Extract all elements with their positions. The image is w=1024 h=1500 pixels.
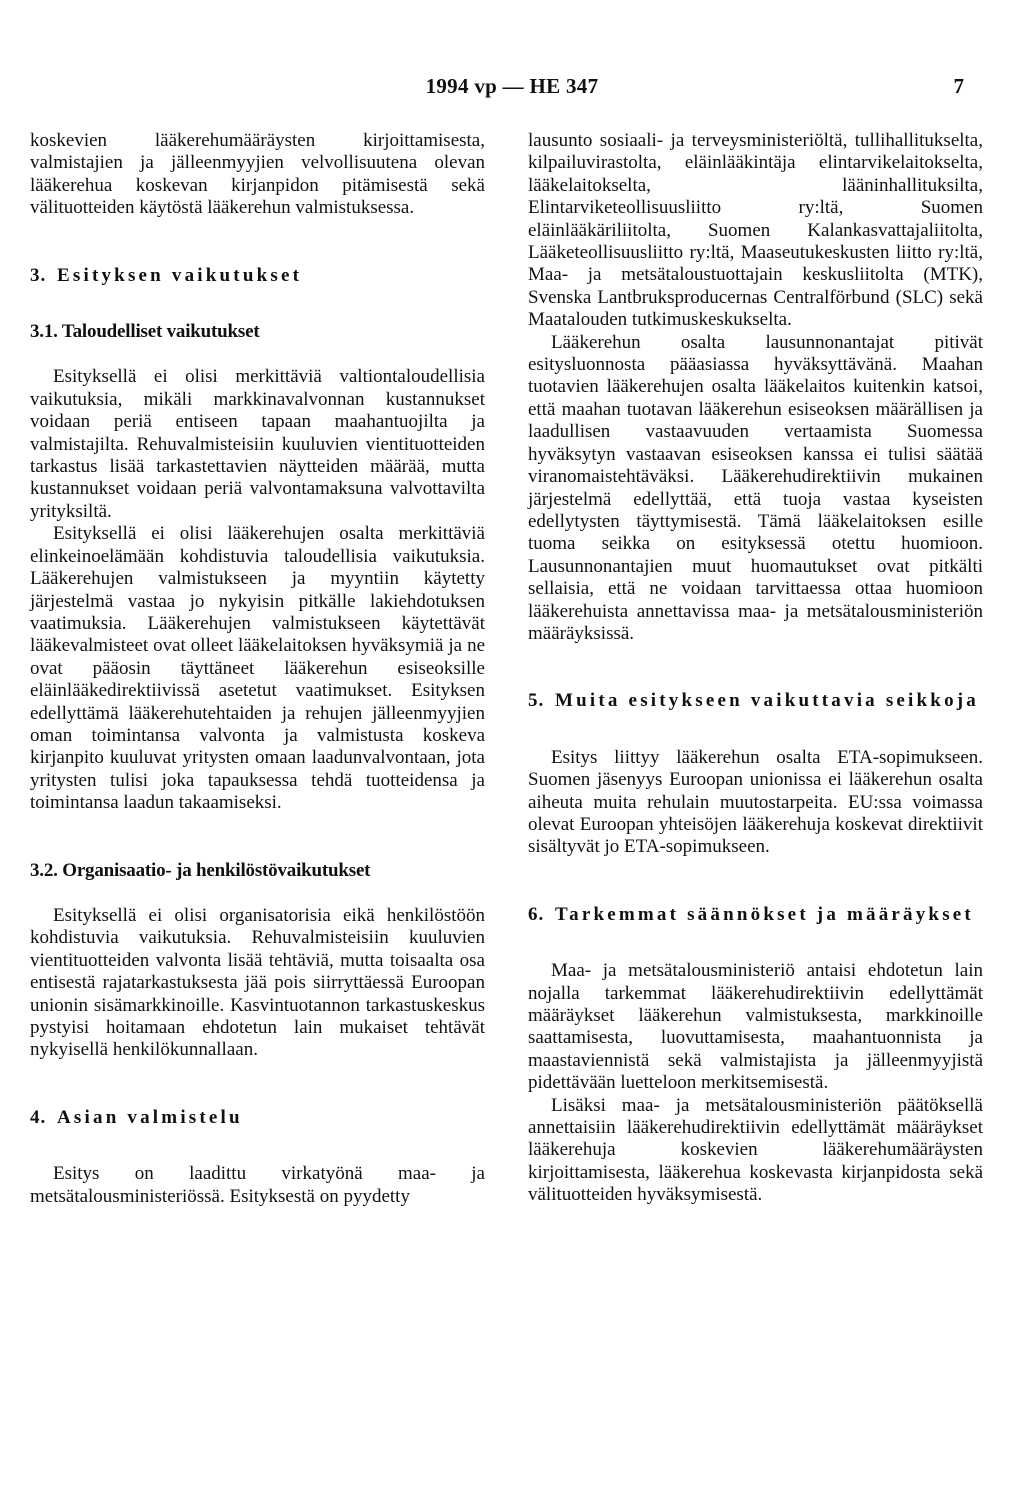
section-5-number: 5. <box>528 690 545 712</box>
section-6-title: Tarkemmat säännökset ja määräykset <box>555 903 974 925</box>
paragraph-3-2-a: Esityksellä ei olisi organisatorisia eikä henkilöstöön kohdistuvia vaikutuksia. Rehuvalmisteisiin kuuluvien vientituotteiden valvonta lisää tehtäviä, mutta toisaalta osa entisestä rajatarkastuksesta jää pois siirryttäessä Euroopan unionin sisämarkkinoille. Kasvintuotannon tarkastuskeskus pystyisi hoitamaan ehdotetun lain mukaiset tehtävät nykyisellä henkilökunnallaan. <box>30 904 485 1061</box>
paragraph-4-b: Lääkerehun osalta lausunnonantajat pitivät esitysluonnosta pääasiassa hyväksyttävänä. Maahan tuotavien lääkerehujen osalta lääkelaitos kuitenkin katsoi, että maahan tuotavan lääkerehun esiseoksen määrällisen ja laadullisen vastaavuuden vertaamista Suomessa hyväksytyn vastaavan esiseoksen kanssa ei tulisi säätää viranomaistehtäväksi. Lääkerehudirektiivin mukainen järjestelmä edellyttää, että tuoja vastaa kyseisten edellytysten täyttymisestä. Tämä lääkelaitoksen esille tuoma seikka on esityksessä otettu huomioon. Lausunnonantajien muut huomautukset ovat pitkälti sellaisia, että ne voidaan tarvittaessa ottaa huomioon lääkerehuista annettavissa maa- ja metsätalousministeriön määräyksissä. <box>528 331 983 644</box>
section-5-title: Muita esitykseen vaikuttavia seikkoja <box>555 690 979 712</box>
section-4-title: Asian valmistelu <box>57 1106 243 1128</box>
section-5-heading <box>528 690 983 712</box>
section-6-heading <box>528 904 983 926</box>
section-3-title: Esityksen vaikutukset <box>57 264 303 286</box>
paragraph-6-b: Lisäksi maa- ja metsätalousministeriön päätöksellä annettaisiin lääkerehudirektiivin edellyttämät määräykset lääkerehuja koskevien lääkerehumääräysten kirjoittamisesta, lääkerehua koskevasta kirjanpidosta sekä välituotteiden hyväksymisestä. <box>528 1094 983 1206</box>
section-6-number: 6. <box>528 903 545 925</box>
paragraph-6-a: Maa- ja metsätalousministeriö antaisi ehdotetun lain nojalla tarkemmat lääkerehudirektiivin edellyttämät määräykset lääkerehun valmistuksesta, markkinoille saattamisesta, luovuttamisesta, maahantuonnista ja maastaviennistä sekä valmistajista ja jälleenmyyjistä pidettävään luetteloon merkitsemisestä. <box>528 960 983 1094</box>
right-column <box>528 130 983 1207</box>
section-3-2-heading: 3.2. Organisaatio- ja henkilöstövaikutukset <box>30 859 371 881</box>
section-3-1-heading: 3.1. Taloudelliset vaikutukset <box>30 321 260 343</box>
section-3-heading <box>30 265 485 287</box>
paragraph-3-1-b: Esityksellä ei olisi lääkerehujen osalta merkittäviä elinkeinoelämään kohdistuvia taloudellisia vaikutuksia. Lääkerehujen valmistukseen ja myyntiin käytetty järjestelmä vastaa jo nykyisin pitkälle lakiehdotuksen vaatimuksia. Lääkerehujen valmistukseen käytettävät lääkevalmisteet ovat olleet lääkelaitoksen hyväksymiä ja ne ovat pääosin täyttäneet lääkerehun esiseoksille eläinlääkedirektiivissä asetetut vaatimukset. Esityksen edellyttämä lääkerehutehtaiden ja rehujen jälleenmyyjien oman toimintansa valvonta ja valmistusta koskeva kirjanpito kuuluvat yritysten omaan laadunvalvontaan, jota yritysten tulisi joka tapauksessa tehdä tuotteidensa ja toimintansa laadun takaamiseksi. <box>30 523 485 814</box>
section-4-heading <box>30 1107 485 1129</box>
section-3-number: 3. <box>30 264 47 286</box>
paragraph-intro-continued: koskevien lääkerehumääräysten kirjoittamisesta, valmistajien ja jälleenmyyjien velvollisuutena olevan lääkerehua koskevan kirjanpidon pitämisestä sekä välituotteiden käytöstä lääkerehun valmistuksessa. <box>30 130 485 219</box>
paragraph-4-continued: lausunto sosiaali- ja terveysministeriöltä, tullihallitukselta, kilpailuvirastolta, eläinlääkintäja elintarvikelaitokselta, lääkelaitokselta, lääninhallituksilta, Elintarviketeollisuusliitto ry:ltä, Suomen eläinlääkäriliitolta, Suomen Kalankasvattajaliitolta, Lääketeollisuusliitto ry:ltä, Maaseutukeskusten liitto ry:ltä, Maa- ja metsätaloustuottajain keskusliitolta (MTK), Svenska Lantbruksproducernas Centralförbund (SLC) sekä Maatalouden tutkimuskeskukselta. <box>528 130 983 331</box>
section-4-number: 4. <box>30 1106 47 1128</box>
running-head: 1994 vp — HE 347 <box>425 74 599 98</box>
page-number: 7 <box>953 74 964 98</box>
left-column <box>30 130 485 1208</box>
paragraph-5-a: Esitys liittyy lääkerehun osalta ETA-sopimukseen. Suomen jäsenyys Euroopan unionissa ei lääkerehun osalta aiheuta muita rehulain muutostarpeita. EU:ssa voimassa olevat Euroopan yhteisöjen lääkerehuja koskevat direktiivit sisältyvät jo ETA-sopimukseen. <box>528 746 983 858</box>
paragraph-4-a: Esitys on laadittu virkatyönä maa- ja metsätalousministeriössä. Esityksestä on pyydetty <box>30 1163 485 1207</box>
paragraph-3-1-a: Esityksellä ei olisi merkittäviä valtiontaloudellisia vaikutuksia, mikäli markkinavalvonnan kustannukset voidaan periä entiseen tapaan maahantuojilta ja valmistajilta. Rehuvalmisteisiin kuuluvien vientituotteiden tarkastus lisää tarkastettavien näytteiden määrää, mutta kustannukset voidaan periä valvontamaksuna valvottavilta yrityksiltä. <box>30 366 485 522</box>
